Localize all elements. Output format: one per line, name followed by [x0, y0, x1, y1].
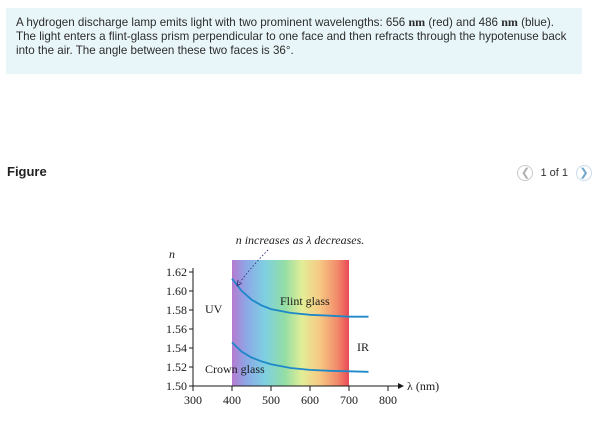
x-tick-label-2: 500 — [262, 393, 280, 407]
problem-text-2: (red) and 486 — [425, 16, 502, 29]
x-tick-label-1: 400 — [223, 393, 241, 407]
y-tick-label-2: 1.54 — [166, 341, 187, 355]
figure-pager — [517, 164, 589, 182]
dispersion-chart — [0, 224, 440, 424]
y-tick-label-1: 1.52 — [166, 360, 187, 374]
y-axis-label: n — [169, 247, 175, 261]
problem-text-1: A hydrogen discharge lamp emits light with two prominent wavelengths: 656 — [16, 16, 409, 29]
y-tick-label-5: 1.60 — [166, 284, 187, 298]
uv-region-label: UV — [205, 302, 223, 316]
figure-chart-container — [0, 224, 440, 429]
x-tick-label-5: 800 — [379, 393, 397, 407]
problem-text-3: (blue). The light enters a flint-glass prism perpendicular to one face and then refracts through the hypotenuse back into the air. The angle between these two faces is 36°. — [16, 16, 567, 57]
y-tick-label-6: 1.62 — [166, 265, 187, 279]
x-tick-label-0: 300 — [184, 393, 202, 407]
pager-count: 1 of 1 — [540, 167, 568, 179]
unit-nm-1: nm — [408, 15, 426, 29]
series-label-crown-glass: Crown glass — [205, 362, 265, 376]
chevron-left-icon[interactable]: ❮ — [517, 165, 533, 181]
y-tick-label-0: 1.50 — [166, 379, 187, 393]
x-axis-arrowhead — [398, 383, 404, 389]
chevron-right-icon[interactable]: ❯ — [576, 165, 592, 181]
y-tick-label-3: 1.56 — [166, 322, 187, 336]
ir-region-label: IR — [357, 340, 369, 354]
figure-title: Figure — [7, 164, 47, 179]
series-label-flint-glass: Flint glass — [280, 294, 330, 308]
x-tick-label-3: 600 — [301, 393, 319, 407]
x-tick-label-4: 700 — [340, 393, 358, 407]
unit-nm-2: nm — [501, 15, 518, 29]
problem-statement — [6, 8, 582, 74]
annotation-label: n increases as λ decreases. — [235, 233, 365, 247]
y-tick-label-4: 1.58 — [166, 303, 187, 317]
x-axis-label: λ (nm) — [407, 379, 440, 393]
